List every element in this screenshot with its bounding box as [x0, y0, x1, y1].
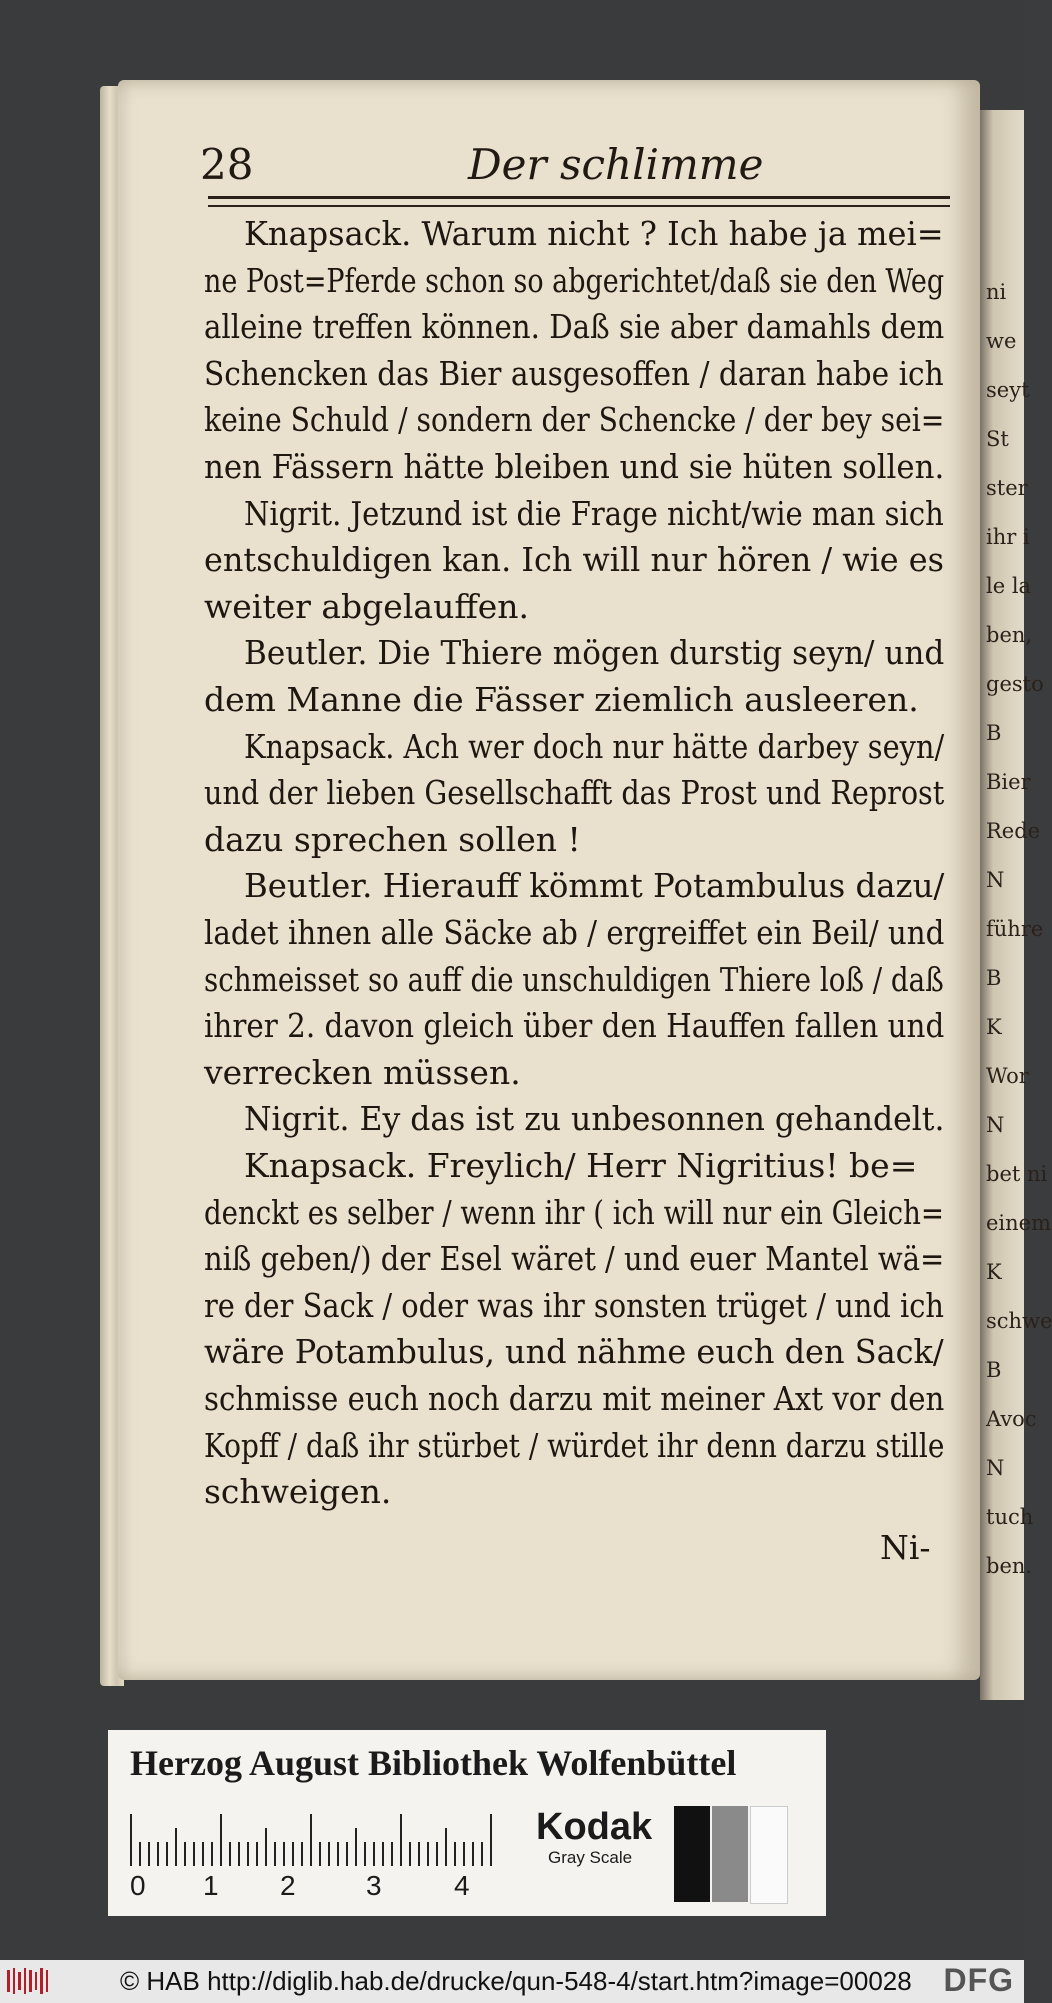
- ruler-tick: [436, 1842, 438, 1866]
- next-page-fragment: St: [986, 427, 1009, 451]
- text-line: alleine treffen können. Daß sie aber damahls dem: [204, 307, 945, 347]
- ruler-tick: [184, 1842, 186, 1866]
- next-page-fragment: N: [986, 1113, 1005, 1137]
- next-page-fragment: we: [986, 329, 1017, 353]
- ruler-tick: [454, 1842, 456, 1866]
- catchword: Ni-: [880, 1528, 931, 1567]
- ruler-tick: [202, 1842, 204, 1866]
- ruler-tick: [472, 1842, 474, 1866]
- ruler-tick: [319, 1842, 321, 1866]
- ruler-tick: [247, 1842, 249, 1866]
- next-page-fragment: führe: [986, 917, 1044, 941]
- ruler-tick: [157, 1842, 159, 1866]
- ruler-tick: [274, 1842, 276, 1866]
- ruler-tick: [373, 1842, 375, 1866]
- text-line: ne Post=Pferde schon so abgerichtet/daß sie den Weg: [204, 260, 945, 300]
- text-line: schweigen.: [204, 1472, 392, 1512]
- text-line: dazu sprechen sollen !: [204, 819, 581, 859]
- ruler-tick: [400, 1814, 402, 1866]
- ruler-tick: [238, 1842, 240, 1866]
- next-page-fragment: Rede: [986, 819, 1041, 843]
- text-line: dem Manne die Fässer ziemlich ausleeren.: [204, 680, 919, 719]
- ruler-tick: [346, 1842, 348, 1866]
- ruler-tick: [427, 1842, 429, 1866]
- ruler-number-0: 0: [130, 1870, 146, 1901]
- next-page-fragment: N: [986, 1456, 1005, 1480]
- next-page-fragment: B: [986, 721, 1002, 745]
- ruler-tick: [292, 1842, 294, 1866]
- next-page-fragment: B: [986, 966, 1002, 990]
- ruler-tick: [211, 1842, 213, 1866]
- ruler-tick: [463, 1842, 465, 1866]
- next-page-fragment: ni: [986, 280, 1007, 304]
- header-rule: [208, 196, 950, 207]
- ruler-tick: [148, 1842, 150, 1866]
- running-head: Der schlimme: [468, 140, 764, 189]
- text-line: Knapsack. Ach wer doch nur hätte darbey seyn/: [244, 726, 945, 766]
- text-line: schmisse euch noch darzu mit meiner Axt vor den: [204, 1379, 945, 1418]
- ruler-tick: [445, 1828, 447, 1866]
- ruler-tick: [490, 1814, 492, 1866]
- next-page-fragment: tuch: [986, 1505, 1034, 1529]
- text-line: ihrer 2. davon gleich über den Hauffen fallen und: [204, 1006, 945, 1046]
- ruler-tick: [481, 1842, 483, 1866]
- text-line: niß geben/) der Esel wäret / und euer Mantel wä=: [204, 1239, 945, 1279]
- next-page-fragment: ster: [986, 476, 1028, 500]
- ruler-tick: [382, 1842, 384, 1866]
- text-line: und der lieben Gesellschafft das Prost und Reprost: [204, 773, 945, 813]
- text-line: Beutler. Die Thiere mögen durstig seyn/ und: [244, 633, 945, 673]
- next-page-fragment: K: [986, 1260, 1002, 1284]
- library-name: Herzog August Bibliothek Wolfenbüttel: [130, 1743, 737, 1783]
- text-line: denckt es selber / wenn ihr ( ich will nur ein Gleich=: [204, 1192, 945, 1232]
- text-line: re der Sack / oder was ihr sonsten trüget / und ich: [204, 1285, 945, 1325]
- ruler-tick: [283, 1842, 285, 1866]
- hab-barcode-icon: [6, 1966, 50, 1996]
- next-page-fragment: ben,: [986, 623, 1033, 647]
- library-label-strip: [108, 1730, 826, 1916]
- text-line: weiter abgelauffen.: [204, 586, 530, 626]
- ruler-tick: [193, 1842, 195, 1866]
- text-line: wäre Potambulus, und nähme euch den Sack/: [204, 1332, 944, 1372]
- next-page-fragment: Wor: [986, 1064, 1029, 1088]
- ruler-tick: [130, 1814, 132, 1866]
- text-line: schmeisset so auff die unschuldigen Thiere loß / daß: [204, 959, 944, 999]
- ruler-tick: [355, 1828, 357, 1866]
- text-line: Beutler. Hierauff kömmt Potambulus dazu/: [244, 866, 945, 906]
- next-page-fragment: B: [986, 1358, 1002, 1382]
- text-line: ladet ihnen alle Säcke ab / ergreiffet ein Beil/ und: [204, 913, 945, 952]
- black-patch: [674, 1806, 710, 1902]
- footer-bar: [0, 1960, 1024, 2003]
- next-page-fragment: einem: [986, 1211, 1052, 1235]
- gray-scale-label: Gray Scale: [548, 1848, 633, 1867]
- ruler-tick: [391, 1842, 393, 1866]
- page-header: [200, 140, 940, 200]
- ruler-tick: [256, 1842, 258, 1866]
- ruler-tick: [166, 1842, 168, 1866]
- text-line: Nigrit. Jetzund ist die Frage nicht/wie man sich: [244, 493, 944, 533]
- text-line: Nigrit. Ey das ist zu unbesonnen gehandelt.: [244, 1099, 945, 1139]
- dfg-logo: DFG: [943, 1962, 1014, 1998]
- ruler-tick: [328, 1842, 330, 1866]
- text-line: nen Fässern hätte bleiben und sie hüten sollen.: [204, 447, 945, 486]
- text-line: verrecken müssen.: [204, 1052, 521, 1092]
- ruler-number-1: 1: [203, 1870, 219, 1901]
- ruler-tick: [337, 1842, 339, 1866]
- next-page-fragment: Bier: [986, 770, 1031, 794]
- next-page-fragment: K: [986, 1015, 1002, 1039]
- ruler-tick: [418, 1842, 420, 1866]
- next-page-fragment: Avoc: [986, 1407, 1037, 1431]
- ruler-number-3: 3: [366, 1870, 382, 1901]
- text-line: Schencken das Bier ausgesoffen / daran habe ich: [204, 353, 944, 393]
- text-line: Knapsack. Freylich/ Herr Nigritius! be=: [244, 1146, 918, 1185]
- next-page-fragment: schwe: [986, 1309, 1052, 1333]
- next-page-fragment: N: [986, 868, 1005, 892]
- gray-patch: [712, 1806, 748, 1902]
- ruler-number-4: 4: [454, 1870, 470, 1901]
- ruler-number-2: 2: [280, 1870, 296, 1901]
- ruler-tick: [265, 1828, 267, 1866]
- next-page-fragment: ihr i: [986, 525, 1030, 549]
- next-page-fragment: bet ni: [986, 1162, 1048, 1186]
- ruler-tick: [409, 1842, 411, 1866]
- ruler-tick: [301, 1842, 303, 1866]
- text-line: Knapsack. Warum nicht ? Ich habe ja mei=: [244, 214, 944, 253]
- ruler-tick: [364, 1842, 366, 1866]
- ruler-tick: [220, 1814, 222, 1866]
- next-page-edge: [980, 110, 1052, 1700]
- text-line: entschuldigen kan. Ich will nur hören / wie es: [204, 540, 944, 580]
- ruler-tick: [139, 1842, 141, 1866]
- scale-ruler: [130, 1808, 526, 1866]
- ruler-tick: [310, 1814, 312, 1866]
- next-page-fragment: seyt: [986, 378, 1030, 402]
- text-line: Kopff / daß ihr stürbet / würdet ihr denn darzu stille: [204, 1425, 945, 1465]
- footer-url[interactable]: © HAB http://diglib.hab.de/drucke/qun-548-4/start.htm?image=00028: [120, 1966, 912, 1996]
- text-line: keine Schuld / sondern der Schencke / der bey sei=: [204, 400, 945, 440]
- ruler-tick: [229, 1842, 231, 1866]
- next-page-fragment: gesto: [986, 672, 1044, 696]
- white-patch: [750, 1806, 788, 1904]
- next-page-fragment: ben.: [986, 1554, 1033, 1578]
- kodak-logo: Kodak: [536, 1806, 653, 1848]
- ruler-tick: [175, 1828, 177, 1866]
- next-page-fragment: le la: [986, 574, 1032, 598]
- page-number: 28: [200, 140, 254, 189]
